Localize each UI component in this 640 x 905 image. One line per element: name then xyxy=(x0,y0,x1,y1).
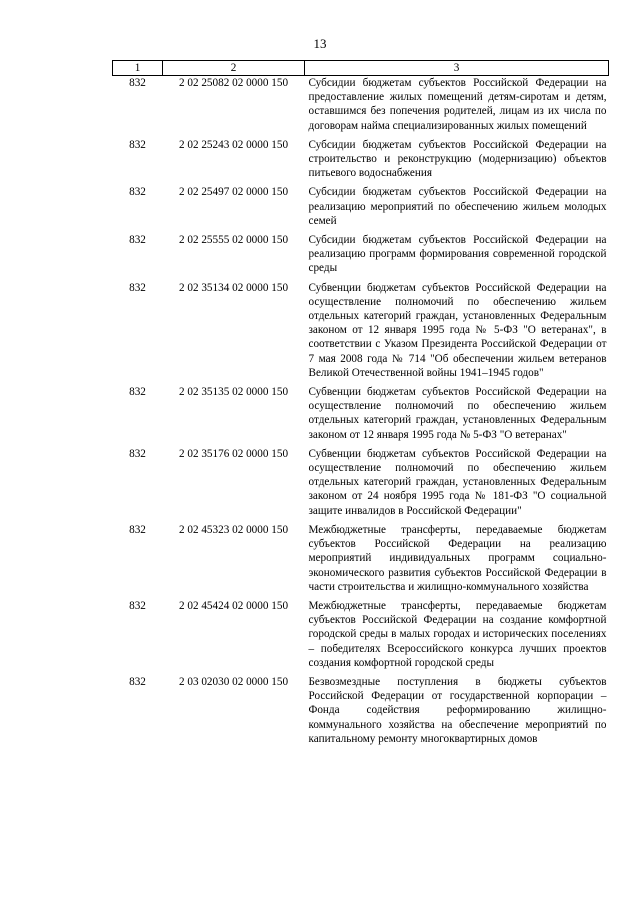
revenue-name-cell: Субсидии бюджетам субъектов Российской Федерации на реализацию мероприятий по обеспечению жильем молодых семей xyxy=(308,186,607,227)
budget-code-cell: 2 02 25243 02 0000 150 xyxy=(178,138,289,151)
header-cell-3: 3 xyxy=(305,61,609,76)
revenue-name-cell: Субсидии бюджетам субъектов Российской Федерации на предоставление жилых помещений детям-сиротам и детям, оставшимся без попечения родителей, лицам из их числа по договорам найма специализированных жилых помещений xyxy=(308,77,607,132)
budget-code-cell: 2 02 25082 02 0000 150 xyxy=(178,77,289,89)
table-row xyxy=(113,675,609,751)
admin-code-cell: 832 xyxy=(129,675,146,688)
header-cell-2: 2 xyxy=(163,61,305,76)
revenue-name-cell: Субвенции бюджетам субъектов Российской Федерации на осуществление полномочий по обеспечению жильем отдельных категорий граждан, установленных Федеральным законом от 24 ноября 1995 года № 181-ФЗ "О социальной защите инвалидов в Российской Федерации" xyxy=(308,447,607,517)
table-row xyxy=(113,447,609,523)
admin-code-cell: 832 xyxy=(129,77,146,89)
table-header xyxy=(113,61,609,76)
budget-code-table xyxy=(112,60,609,751)
table-row xyxy=(113,281,609,385)
header-cell-1: 1 xyxy=(113,61,163,76)
table-row xyxy=(113,599,609,675)
admin-code-cell: 832 xyxy=(129,138,146,151)
budget-code-cell: 2 02 35176 02 0000 150 xyxy=(178,447,289,460)
table-row xyxy=(113,523,609,599)
revenue-name-cell: Субсидии бюджетам субъектов Российской Федерации на строительство и реконструкцию (модернизацию) объектов питьевого водоснабжения xyxy=(308,138,607,180)
revenue-name-cell: Безвозмездные поступления в бюджеты субъектов Российской Федерации от государственной корпорации – Фонда содействия реформированию жилищно-коммунального хозяйства на обеспечение мероприятий по капитальному ремонту многоквартирных домов xyxy=(308,675,607,745)
table-row xyxy=(113,138,609,186)
budget-code-cell: 2 03 02030 02 0000 150 xyxy=(178,675,289,688)
admin-code-cell: 832 xyxy=(129,386,146,399)
budget-code-cell: 2 02 25555 02 0000 150 xyxy=(178,234,289,247)
table-row xyxy=(113,76,609,138)
revenue-name-cell: Межбюджетные трансферты, передаваемые бюджетам субъектов Российской Федерации на создание комфортной городской среды в малых городах и исторических поселениях – победителях Всероссийского конкурса лучших проектов создания комфортной городской среды xyxy=(308,599,607,669)
table-row xyxy=(113,385,609,447)
admin-code-cell: 832 xyxy=(129,523,146,536)
revenue-name-cell: Субсидии бюджетам субъектов Российской Федерации на реализацию программ формирования современной городской среды xyxy=(308,234,607,275)
budget-code-cell: 2 02 35135 02 0000 150 xyxy=(178,386,289,399)
budget-code-cell: 2 02 25497 02 0000 150 xyxy=(178,186,289,199)
budget-code-cell: 2 02 45323 02 0000 150 xyxy=(178,523,289,536)
admin-code-cell: 832 xyxy=(129,281,146,294)
revenue-name-cell: Межбюджетные трансферты, передаваемые бюджетам субъектов Российской Федерации на реализацию мероприятий индивидуальных программ социально-экономического развития субъектов Российской Федерации в части строительства и жилищно-коммунального хозяйства xyxy=(308,523,607,593)
table-header-row xyxy=(113,61,609,76)
table-row xyxy=(113,185,609,233)
budget-code-cell: 2 02 35134 02 0000 150 xyxy=(178,281,289,294)
budget-code-cell: 2 02 45424 02 0000 150 xyxy=(178,599,289,612)
revenue-name-cell: Субвенции бюджетам субъектов Российской Федерации на осуществление полномочий по обеспечению жильем отдельных категорий граждан, установленных Федеральным законом от 12 января 1995 года № 5-ФЗ "О ветеранах", в соответствии с Указом Президента Российской Федерации от 7 мая 2008 года № 714 "Об обеспечении жильем ветеранов Великой Отечественной войны 1941–1945 годов" xyxy=(308,281,607,379)
admin-code-cell: 832 xyxy=(129,447,146,460)
admin-code-cell: 832 xyxy=(129,599,146,612)
admin-code-cell: 832 xyxy=(129,234,146,247)
table-body xyxy=(113,76,609,751)
revenue-name-cell: Субвенции бюджетам субъектов Российской Федерации на осуществление полномочий по обеспечению жильем отдельных категорий граждан, установленных Федеральным законом от 12 января 1995 года № 5-ФЗ "О ветеранах" xyxy=(308,386,607,441)
table-row xyxy=(113,233,609,281)
admin-code-cell: 832 xyxy=(129,186,146,199)
page-number: 13 xyxy=(313,36,327,51)
